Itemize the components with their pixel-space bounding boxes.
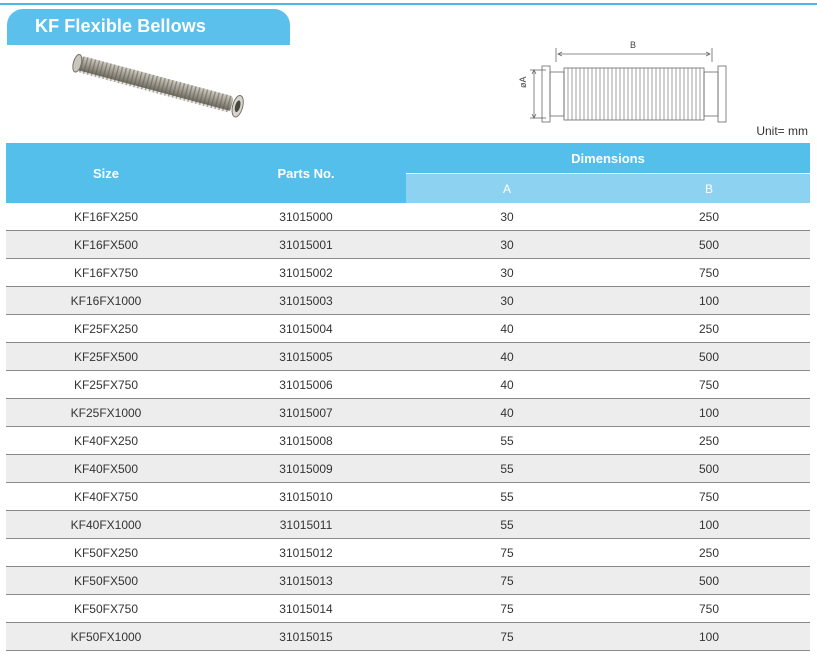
cell-b: 250	[608, 539, 810, 567]
table-row	[6, 315, 810, 343]
table-row	[6, 483, 810, 511]
cell-part: 31015008	[206, 427, 406, 455]
table-row	[6, 455, 810, 483]
table-row	[6, 371, 810, 399]
cell-b: 500	[608, 567, 810, 595]
dimension-label-a: øA	[518, 76, 528, 88]
table-row	[6, 259, 810, 287]
header-dim-b: B	[608, 174, 810, 204]
header-parts-no: Parts No.	[206, 143, 406, 203]
table-row	[6, 567, 810, 595]
cell-size: KF50FX1000	[6, 623, 206, 651]
cell-b: 750	[608, 483, 810, 511]
cell-a: 75	[406, 567, 608, 595]
cell-a: 75	[406, 595, 608, 623]
cell-b: 250	[608, 203, 810, 231]
cell-part: 31015009	[206, 455, 406, 483]
header-dimensions: Dimensions	[406, 143, 810, 174]
header-dim-a: A	[406, 174, 608, 204]
cell-b: 100	[608, 287, 810, 315]
cell-size: KF50FX500	[6, 567, 206, 595]
cell-a: 40	[406, 371, 608, 399]
cell-a: 55	[406, 427, 608, 455]
table-row	[6, 511, 810, 539]
cell-size: KF25FX250	[6, 315, 206, 343]
cell-size: KF25FX750	[6, 371, 206, 399]
cell-a: 40	[406, 399, 608, 427]
table-row	[6, 595, 810, 623]
cell-b: 750	[608, 595, 810, 623]
cell-b: 500	[608, 455, 810, 483]
header-size: Size	[6, 143, 206, 203]
spec-table	[6, 143, 810, 651]
spec-table-body	[6, 203, 810, 651]
cell-size: KF25FX1000	[6, 399, 206, 427]
cell-a: 55	[406, 455, 608, 483]
cell-part: 31015010	[206, 483, 406, 511]
cell-part: 31015002	[206, 259, 406, 287]
cell-size: KF40FX500	[6, 455, 206, 483]
cell-b: 100	[608, 511, 810, 539]
table-row	[6, 399, 810, 427]
title-tab	[7, 9, 290, 45]
table-row	[6, 427, 810, 455]
cell-b: 250	[608, 427, 810, 455]
cell-size: KF16FX500	[6, 231, 206, 259]
table-row	[6, 539, 810, 567]
cell-part: 31015001	[206, 231, 406, 259]
cell-a: 40	[406, 343, 608, 371]
table-row	[6, 343, 810, 371]
cell-size: KF25FX500	[6, 343, 206, 371]
cell-b: 500	[608, 343, 810, 371]
cell-part: 31015011	[206, 511, 406, 539]
dimension-label-b: B	[630, 40, 637, 50]
cell-part: 31015005	[206, 343, 406, 371]
cell-a: 75	[406, 539, 608, 567]
cell-size: KF16FX750	[6, 259, 206, 287]
cell-part: 31015007	[206, 399, 406, 427]
table-row	[6, 287, 810, 315]
cell-size: KF16FX250	[6, 203, 206, 231]
table-row	[6, 203, 810, 231]
cell-size: KF50FX250	[6, 539, 206, 567]
cell-size: KF16FX1000	[6, 287, 206, 315]
cell-b: 500	[608, 231, 810, 259]
cell-size: KF40FX1000	[6, 511, 206, 539]
cell-a: 75	[406, 623, 608, 651]
table-row	[6, 231, 810, 259]
cell-a: 55	[406, 511, 608, 539]
top-accent-rule	[0, 3, 817, 5]
cell-a: 30	[406, 203, 608, 231]
cell-b: 750	[608, 259, 810, 287]
cell-a: 30	[406, 287, 608, 315]
dimension-drawing	[512, 40, 734, 130]
cell-part: 31015004	[206, 315, 406, 343]
cell-part: 31015014	[206, 595, 406, 623]
cell-part: 31015012	[206, 539, 406, 567]
cell-size: KF50FX750	[6, 595, 206, 623]
cell-size: KF40FX250	[6, 427, 206, 455]
cell-part: 31015006	[206, 371, 406, 399]
cell-part: 31015003	[206, 287, 406, 315]
cell-a: 55	[406, 483, 608, 511]
cell-part: 31015013	[206, 567, 406, 595]
cell-a: 30	[406, 231, 608, 259]
unit-label: Unit= mm	[756, 124, 808, 138]
page-title: KF Flexible Bellows	[35, 16, 206, 36]
cell-b: 100	[608, 623, 810, 651]
cell-size: KF40FX750	[6, 483, 206, 511]
cell-b: 100	[608, 399, 810, 427]
cell-part: 31015000	[206, 203, 406, 231]
cell-b: 250	[608, 315, 810, 343]
bellows-photo	[62, 52, 258, 122]
cell-part: 31015015	[206, 623, 406, 651]
cell-a: 40	[406, 315, 608, 343]
table-row	[6, 623, 810, 651]
cell-a: 30	[406, 259, 608, 287]
cell-b: 750	[608, 371, 810, 399]
